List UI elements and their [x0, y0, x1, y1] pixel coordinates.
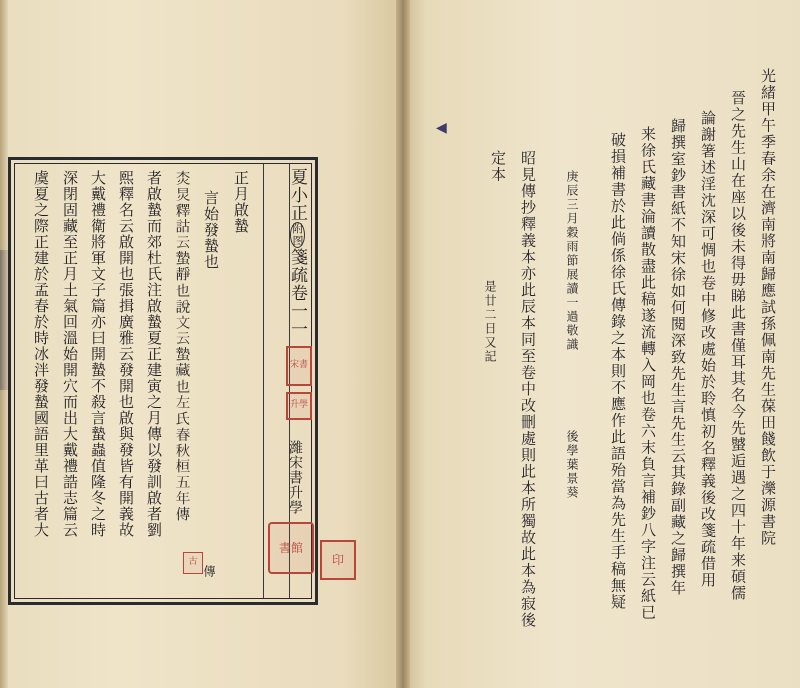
text-column: 熙釋名云啟開也張揖廣雅云發開也啟與發皆有開義故	[117, 170, 135, 538]
colophon-column: 歸撰室鈔書紙不知宋徐如何閱深致先生言先生云其錄副藏之歸撰年	[669, 118, 687, 597]
volume-title: 箋疏卷一	[287, 248, 307, 320]
text-column: 虞夏之際正建於孟春於時冰泮發蟄國語里革曰古者大	[32, 170, 50, 538]
printer-credit: 濰宋書升學	[287, 440, 303, 515]
page-bleed-mark	[0, 250, 8, 390]
text-column: 大戴禮衛將軍文子篇亦曰開蟄不殺言蟄蟲值隆冬之時	[89, 170, 107, 538]
text-column: 言始發蟄也	[202, 190, 220, 270]
text-column: 深閉固藏至正月土氣回溫始開穴而出大戴禮誥志篇云	[61, 170, 79, 538]
seal-stamp	[286, 392, 312, 420]
seal-text: 書館	[278, 540, 303, 555]
colophon-postscript: 昭見傳抄釋義本亦此辰本同至卷中改刪處則此本所獨故此本為寂後	[519, 150, 537, 629]
header-column	[288, 168, 305, 368]
library-seal	[268, 522, 314, 574]
colophon-postscript-date: 是廿二日又記	[483, 280, 497, 364]
book-title: 夏小正	[287, 168, 307, 222]
colophon-column: 論謝箸述淫沈深可惆也卷中修改處始於聆慎初名釋義後改箋疏借用	[699, 110, 717, 589]
seal-text: 古	[188, 557, 198, 568]
ink-mark-icon: ◀	[436, 120, 447, 136]
collector-seal	[320, 540, 356, 580]
seal-text: 升學	[289, 400, 308, 411]
text-column: 𤆰炅釋詁云蟄靜也說文云蟄藏也左氏春秋桓五年傳	[174, 170, 192, 522]
text-column: 正月啟蟄	[232, 170, 250, 234]
seal-stamp	[183, 552, 203, 574]
colophon-column: 光緒甲午季春余在濟南將南歸應試孫佩南先生葆田餞飲于濼源書院	[759, 68, 777, 547]
colophon-column: 来徐氏藏書淪讀散盡此稿遂流轉入岡也卷六末負言補鈔八字注云紙已	[639, 126, 657, 621]
seal-stamp	[286, 346, 312, 386]
text-column-note: 傳	[202, 565, 216, 578]
book-gutter	[396, 0, 410, 688]
colophon-date: 庚辰三月穀雨節展讀一過敬識	[565, 170, 579, 352]
text-column: 者啟蟄而郊杜氏注啟蟄夏正建寅之月傳以發訓啟者劉	[145, 170, 163, 538]
colophon-column: 晉之先生山在座以後未得毋睇此書僅耳其名今先蠈逅遇之四十年来碩儒	[729, 90, 747, 602]
colophon-column: 破損補書於此倘係徐氏傳錄之本則不應作此語殆當為先生手稿無疑	[609, 132, 627, 611]
title-small-note: 附图	[291, 223, 304, 247]
seal-text: 印	[331, 552, 344, 567]
colophon-signature: 後學葉景葵	[565, 430, 579, 500]
folio-number: 一	[287, 320, 307, 338]
column-divider	[263, 164, 264, 598]
seal-text: 宋書	[289, 360, 308, 371]
colophon-postscript: 定本	[489, 150, 507, 183]
